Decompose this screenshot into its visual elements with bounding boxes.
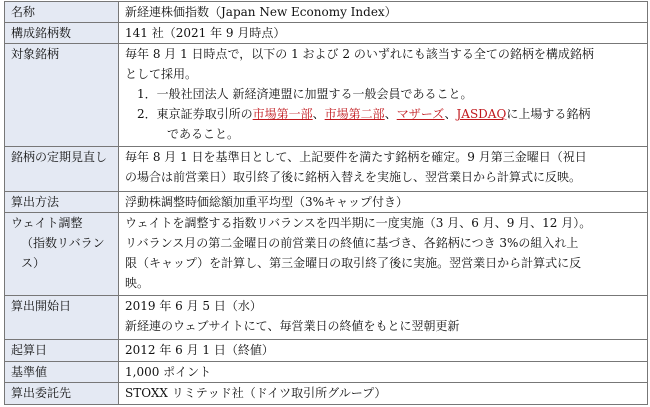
table-row bbox=[5, 191, 648, 212]
index-spec-table bbox=[4, 1, 648, 405]
value-line: であること。 bbox=[167, 127, 240, 142]
table-row bbox=[5, 147, 648, 191]
value-line: ウェイトを調整する指数リバランスを四半期に一度実施（3 月、6 月、9 月、12 月）。 bbox=[125, 216, 592, 231]
row-value: 2012 年 6 月 1 日（終値） bbox=[119, 340, 648, 361]
value-line: 毎年 8 月 1 日を基準日として、上記要件を満たす銘柄を確定。9 月第三金曜日（祝日 bbox=[125, 150, 587, 165]
value-line-item2 bbox=[125, 104, 647, 124]
table-row bbox=[5, 2, 648, 23]
row-value: 浮動株調整時価総額加重平均型（3%キャップ付き） bbox=[119, 191, 648, 212]
row-value: 141 社（2021 年 9 月時点） bbox=[119, 23, 648, 44]
row-label: 算出方法 bbox=[5, 191, 119, 212]
row-value bbox=[119, 295, 648, 339]
value-line: 映。 bbox=[125, 276, 150, 291]
separator: 、 bbox=[444, 107, 457, 122]
item2-suffix: に上場する銘柄 bbox=[506, 107, 591, 122]
row-label: 算出委託先 bbox=[5, 382, 119, 404]
value-line: リバランス月の第二金曜日の前営業日の終値に基づき、各銘柄につき 3%の組入れ上 bbox=[125, 236, 579, 251]
table-row bbox=[5, 340, 648, 361]
value-line: 毎年 8 月 1 日時点で，以下の 1 および 2 のいずれにも該当する全ての銘柄を構成銘柄 bbox=[125, 47, 594, 62]
table-row bbox=[5, 361, 648, 382]
row-label: 構成銘柄数 bbox=[5, 23, 119, 44]
table-row bbox=[5, 382, 648, 404]
row-label: 算出開始日 bbox=[5, 295, 119, 339]
value-line: の場合は前営業日）取引終了後に銘柄入替えを実施し、翌営業日から計算式に反映。 bbox=[125, 170, 582, 185]
row-value: STOXX リミテッド社（ドイツ取引所グループ） bbox=[119, 382, 648, 404]
row-value bbox=[119, 147, 648, 191]
market-link-second-section[interactable]: 市場第二部 bbox=[324, 107, 385, 122]
separator: 、 bbox=[384, 107, 397, 122]
row-label-sub: （指数リバランス） bbox=[21, 236, 105, 271]
row-value bbox=[119, 213, 648, 296]
value-line: 限（キャップ）を計算し、第三金曜日の取引終了後に実施。翌営業日から計算式に反 bbox=[125, 256, 582, 271]
value-line: 2019 年 6 月 5 日（水） bbox=[125, 298, 262, 313]
item2-prefix: 2．東京証券取引所の bbox=[137, 107, 253, 122]
separator: 、 bbox=[312, 107, 325, 122]
row-value: 1,000 ポイント bbox=[119, 361, 648, 382]
row-label: 対象銘柄 bbox=[5, 44, 119, 147]
value-line: 1．一般社団法人 新経済連盟に加盟する一般会員であること。 bbox=[137, 87, 473, 102]
table-row bbox=[5, 213, 648, 296]
row-value: 新経連株価指数（Japan New Economy Index） bbox=[119, 2, 648, 23]
market-link-mothers[interactable]: マザーズ bbox=[396, 107, 445, 122]
row-label-main: ウェイト調整 bbox=[11, 216, 83, 231]
row-label: 起算日 bbox=[5, 340, 119, 361]
market-link-jasdaq[interactable]: JASDAQ bbox=[456, 107, 507, 122]
table-row bbox=[5, 23, 648, 44]
market-link-first-section[interactable]: 市場第一部 bbox=[252, 107, 313, 122]
row-value bbox=[119, 44, 648, 147]
value-line: 新経連のウェブサイトにて、毎営業日の終値をもとに翌朝更新 bbox=[125, 318, 460, 333]
value-line: として採用。 bbox=[125, 67, 198, 82]
row-label bbox=[5, 213, 119, 296]
row-label: 名称 bbox=[5, 2, 119, 23]
table-row bbox=[5, 44, 648, 147]
row-label: 銘柄の定期見直し bbox=[5, 147, 119, 191]
table-row bbox=[5, 295, 648, 339]
row-label: 基準値 bbox=[5, 361, 119, 382]
